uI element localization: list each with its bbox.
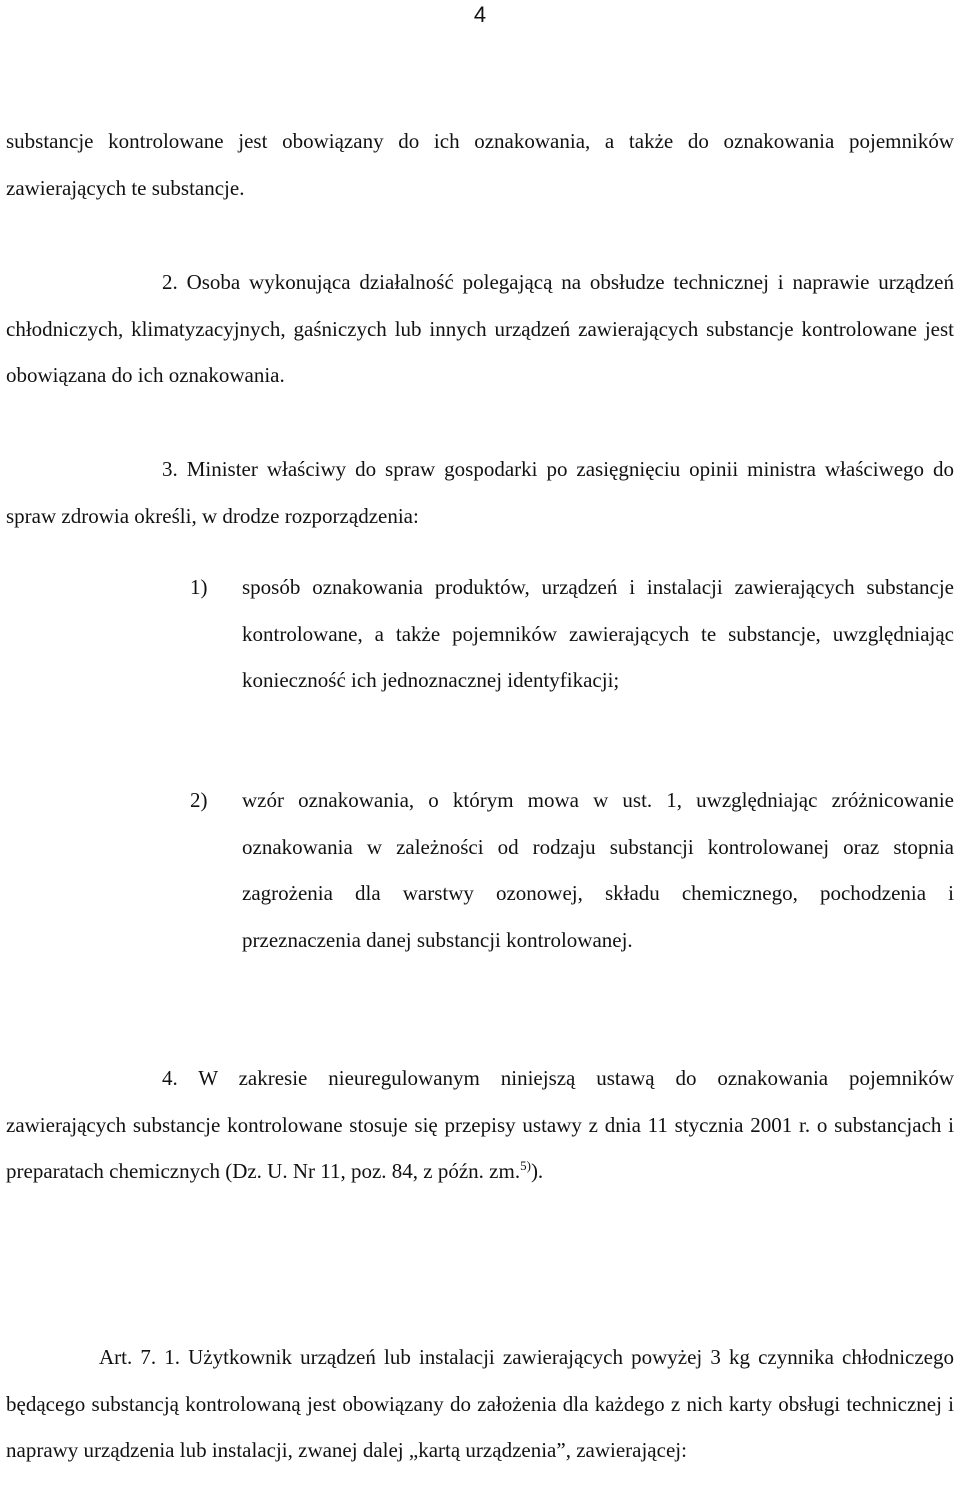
list-item-text: wzór oznakowania, o którym mowa w ust. 1, uwzględniając zróżnicowanie oznakowania w zależności od rodzaju substancji kontrolowanej oraz stopnia zagrożenia dla warstwy ozonowej, składu chemicznego, pochodzenia i przeznaczenia danej substancji kontrolowanej. — [242, 788, 954, 952]
list-item-number: 1) — [190, 575, 208, 599]
article-7-text: Art. 7. 1. Użytkownik urządzeń lub instalacji zawierających powyżej 3 kg czynnika chłodniczego będącego substancją kontrolowaną jest obowiązany do założenia dla każdego z nich karty obsługi technicznej i naprawy urządzenia lub instalacji, zwanej dalej „kartą urządzenia”, zawierającej: — [6, 1345, 954, 1462]
footnote-reference[interactable]: 5) — [520, 1158, 531, 1173]
list-item-text: sposób oznakowania produktów, urządzeń i instalacji zawierających substancje kontrolowane, a także pojemników zawierających te substancje, uwzględniając konieczność ich jednoznacznej identyfikacji; — [242, 575, 954, 692]
paragraph-continued — [6, 118, 954, 211]
list-item-1 — [190, 564, 954, 704]
paragraph-4-end: ). — [530, 1159, 544, 1183]
paragraph-4 — [6, 1055, 954, 1195]
paragraph-3 — [6, 446, 954, 539]
paragraph-2-text: 2. Osoba wykonująca działalność polegającą na obsłudze technicznej i naprawie urządzeń chłodniczych, klimatyzacyjnych, gaśniczych lub innych urządzeń zawierających substancje kontrolowane jest obowiązana do ich oznakowania. — [6, 270, 954, 387]
page-number: 4 — [473, 2, 487, 27]
paragraph-4-text: 4. W zakresie nieuregulowanym niniejszą ustawą do oznakowania pojemników zawierających substancje kontrolowane stosuje się przepisy ustawy z dnia 11 stycznia 2001 r. o substancjach i preparatach chemicznych (Dz. U. Nr 11, poz. 84, z późn. zm. — [6, 1066, 954, 1183]
paragraph-2 — [6, 259, 954, 399]
paragraph-continued-text: substancje kontrolowane jest obowiązany do ich oznakowania, a także do oznakowania pojemników zawierających te substancje. — [6, 129, 954, 200]
list-item-2 — [190, 777, 954, 963]
paragraph-3-text: 3. Minister właściwy do spraw gospodarki po zasięgnięciu opinii ministra właściwego do spraw zdrowia określi, w drodze rozporządzenia: — [6, 457, 954, 528]
article-7 — [6, 1334, 954, 1474]
list-item-number: 2) — [190, 788, 208, 812]
